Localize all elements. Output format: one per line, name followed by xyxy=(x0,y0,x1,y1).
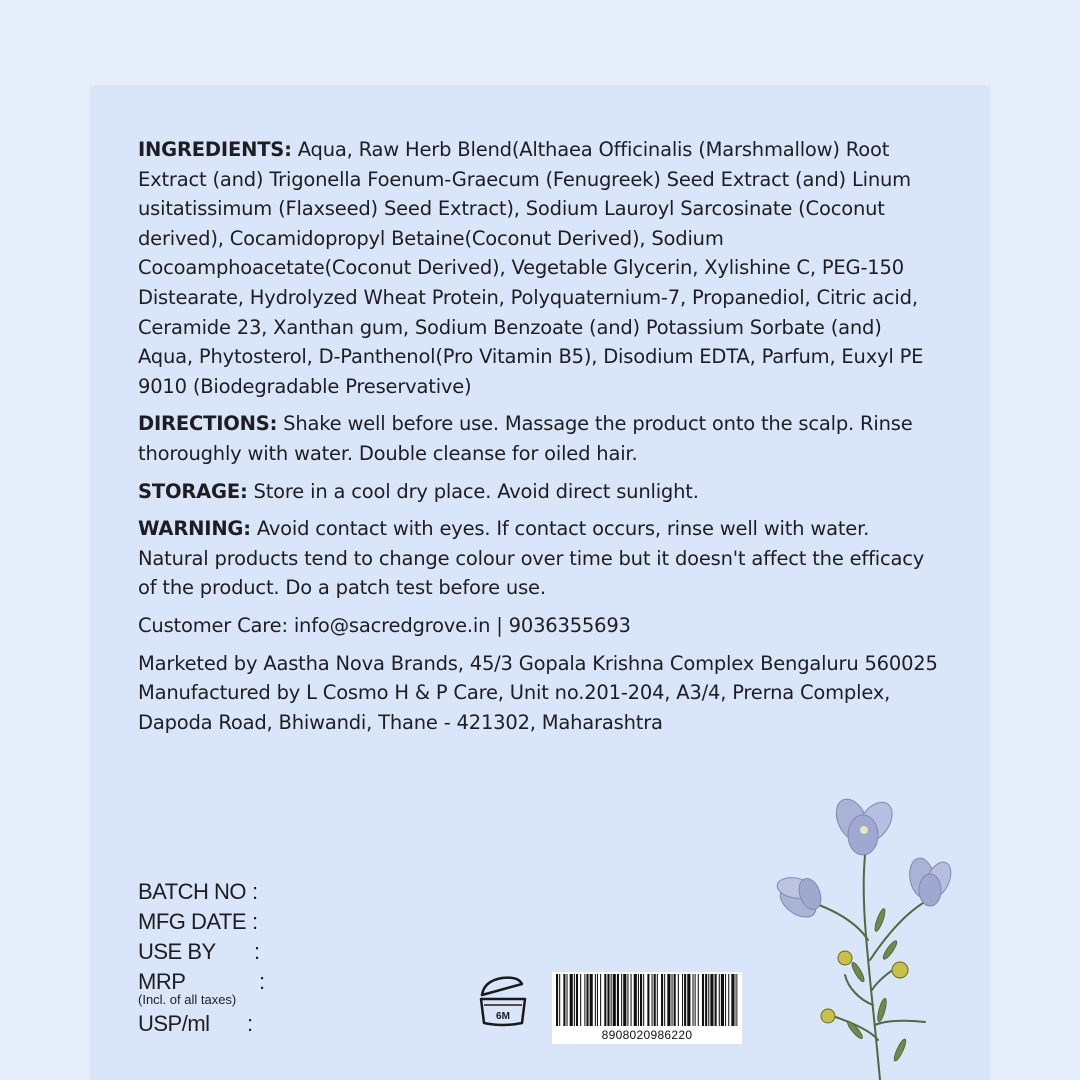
barcode-bar xyxy=(590,974,593,1026)
barcode-bar xyxy=(702,974,704,1026)
warning-text: Avoid contact with eyes. If contact occurs, rinse well with water. Natural products tend to change colour over time but it doesn't affect the efficacy of the product. Do a patch test before use. xyxy=(138,517,925,600)
barcode-bar xyxy=(623,974,626,1026)
barcode-bar xyxy=(611,974,612,1026)
barcode-bar xyxy=(654,974,656,1026)
customer-care: Customer Care: info@sacredgrove.in | 9036355693 xyxy=(138,613,631,637)
usp-label: USP/ml xyxy=(138,1011,210,1036)
barcode-bar xyxy=(731,974,734,1026)
barcode-bar xyxy=(586,974,588,1026)
barcode-bar xyxy=(559,974,560,1026)
barcode-bar xyxy=(705,974,707,1026)
barcode-bar xyxy=(728,974,729,1026)
warning-label: WARNING: xyxy=(138,517,251,541)
flax-flower-2 xyxy=(775,875,825,923)
manufactured-by: Manufactured by L Cosmo H & P Care, Unit no.201-204, A3/4, Prerna Complex, Dapoda Road, Bhiwandi, Thane - 421302, Maharashtra xyxy=(138,681,891,734)
barcode-bar xyxy=(584,974,585,1026)
barcode-bar xyxy=(721,974,724,1026)
period-after-opening-icon xyxy=(478,975,528,1027)
barcode-bar xyxy=(627,974,628,1026)
mfg-date-label: MFG DATE xyxy=(138,909,247,934)
usp-colon: : xyxy=(247,1011,253,1036)
flax-flower-1 xyxy=(830,794,899,855)
mrp-colon: : xyxy=(259,969,265,994)
barcode-bar xyxy=(652,974,653,1026)
barcode-bar xyxy=(631,974,632,1026)
barcode-bar xyxy=(667,974,670,1026)
directions-label: DIRECTIONS: xyxy=(138,412,278,436)
barcode-bar xyxy=(719,974,720,1026)
barcode-bar xyxy=(715,974,717,1026)
barcode-icon xyxy=(556,974,738,1026)
barcode-bar xyxy=(647,974,649,1026)
mfg-date-colon: : xyxy=(252,909,258,934)
barcode-number: 8908020986220 xyxy=(601,1028,693,1042)
storage-label: STORAGE: xyxy=(138,479,248,503)
ingredients-label: INGREDIENTS: xyxy=(138,138,292,161)
usp-row xyxy=(138,1009,253,1039)
barcode-bar xyxy=(580,974,581,1026)
mrp-label: MRP xyxy=(138,969,186,994)
barcode-bar xyxy=(678,974,679,1026)
barcode-bar xyxy=(595,974,596,1026)
barcode-bar xyxy=(725,974,726,1026)
barcode-bar xyxy=(576,974,578,1026)
barcode-bar xyxy=(600,974,601,1026)
barcode-bar xyxy=(710,974,713,1026)
barcode-bar xyxy=(664,974,665,1026)
barcode-bar xyxy=(661,974,663,1026)
barcode-bar xyxy=(574,974,575,1026)
barcode-bar xyxy=(643,974,644,1026)
barcode-bar xyxy=(672,974,673,1026)
use-by-label: USE BY xyxy=(138,939,216,964)
use-by-colon: : xyxy=(254,939,260,964)
batch-no-row xyxy=(138,877,258,907)
barcode-bar xyxy=(613,974,616,1026)
use-by-row xyxy=(138,937,260,967)
barcode-bar xyxy=(674,974,676,1026)
marketed-by: Marketed by Aastha Nova Brands, 45/3 Gopala Krishna Complex Bengaluru 560025 xyxy=(138,651,938,675)
batch-no-label: BATCH NO xyxy=(138,879,247,904)
barcode-bar xyxy=(695,974,696,1026)
barcode-bar xyxy=(657,974,658,1026)
barcode-bar xyxy=(687,974,690,1026)
directions-section xyxy=(138,409,938,468)
barcode-bar xyxy=(607,974,609,1026)
barcode-bar xyxy=(640,974,642,1026)
barcode-bar xyxy=(736,974,737,1026)
batch-no-colon: : xyxy=(252,879,258,904)
barcode-bar xyxy=(698,974,699,1026)
warning-section xyxy=(138,514,938,603)
barcode-bar xyxy=(621,974,622,1026)
barcode-bar xyxy=(684,974,686,1026)
period-after-opening-label: 6M xyxy=(496,1011,510,1022)
ingredients-text: Aqua, Raw Herb Blend(Althaea Officinalis (Marshmallow) Root Extract (and) Trigonella Foenum-Graecum (Fenugreek) Seed Extract (and) Linum usitatissimum (Flaxseed) Seed Extract), Sodium Lauroyl Sarcosinate (Coconut derived), Cocamidopropyl Betaine(Coconut Derived), Sodium Cocoamphoacetate(Coconut Derived), Vegetable Glycerin, Xylishine C, PEG-150 Distearate, Hydrolyzed Wheat Protein, Polyquaternium-7, Propanediol, Citric acid, Ceramide 23, Xanthan gum, Sodium Benzoate (and) Potassium Sorbate (and) Aqua, Phytosterol, D-Panthenol(Pro Vitamin B5), Disodium EDTA, Parfum, Euxyl PE 9010 (Biodegradable Preservative) xyxy=(138,138,924,398)
barcode xyxy=(552,972,742,1044)
directions-text: Shake well before use. Massage the product onto the scalp. Rinse thoroughly with water. Double cleanse for oiled hair. xyxy=(138,412,913,465)
barcode-bar xyxy=(617,974,619,1026)
barcode-bar xyxy=(604,974,606,1026)
barcode-bar xyxy=(563,974,565,1026)
storage-section xyxy=(138,477,938,507)
ingredients-section xyxy=(138,135,938,401)
barcode-bar xyxy=(597,974,598,1026)
mrp-note: (Incl. of all taxes) xyxy=(138,992,237,1007)
barcode-bar xyxy=(693,974,694,1026)
barcode-bar xyxy=(634,974,637,1026)
flax-flower-3 xyxy=(907,856,956,906)
batch-fields xyxy=(138,877,265,1039)
mfg-date-row xyxy=(138,907,258,937)
barcode-bar xyxy=(567,974,568,1026)
barcode-bar xyxy=(682,974,683,1026)
barcode-bar xyxy=(570,974,573,1026)
barcode-bar xyxy=(708,974,709,1026)
storage-text: Store in a cool dry place. Avoid direct sunlight. xyxy=(247,479,699,503)
flax-flower-illustration xyxy=(760,790,980,1080)
barcode-bar xyxy=(556,974,558,1026)
label-text xyxy=(138,135,938,737)
barcode-bar xyxy=(638,974,639,1026)
